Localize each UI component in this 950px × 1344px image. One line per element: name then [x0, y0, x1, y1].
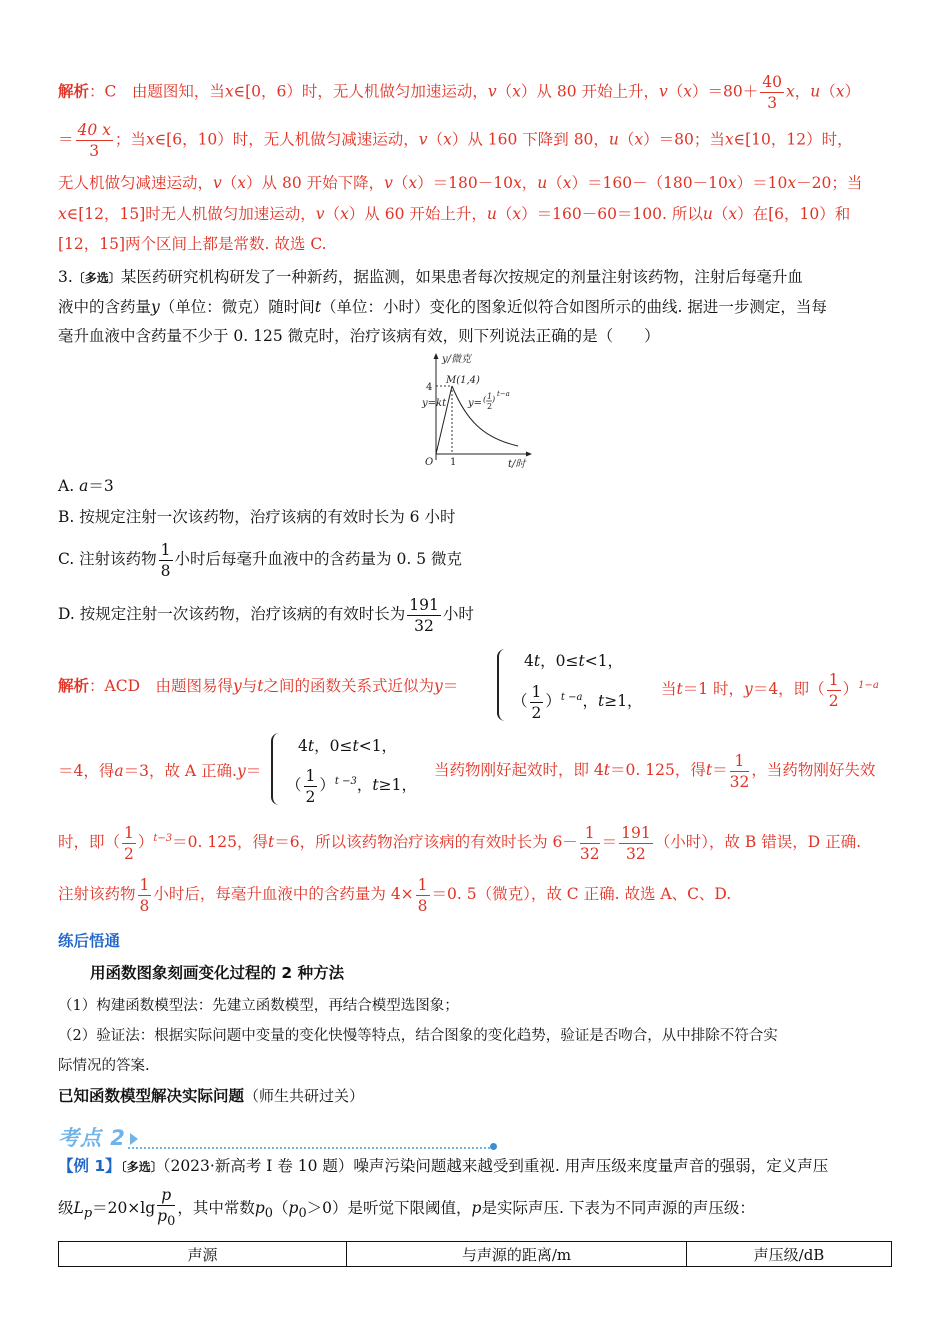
sound-source-table: [58, 1241, 892, 1267]
fraction: $\frac{1}{8}$: [417, 875, 428, 915]
x-axis-arrow: [526, 452, 532, 457]
fraction: $\frac{1}{2}$: [124, 823, 134, 863]
point-m-label: M(1,4): [446, 375, 480, 386]
topic-banner: [58, 1122, 138, 1152]
solution-3-line-2: ＝4，得a＝3，故 A 正确.y＝: [58, 762, 262, 780]
solution-label: 解析: [58, 677, 90, 695]
table-header-source: 声源: [59, 1242, 347, 1267]
concentration-graph: [408, 350, 543, 472]
solution-3-line-2b: 当药物刚好起效时，即 4t＝0. 125，得t＝ $\frac{1}{32}$ ，当药物刚好失效: [434, 751, 876, 791]
practice-point-1: （1）构建函数模型法：先建立函数模型，再结合模型选图象；: [58, 998, 459, 1014]
question-3-line-3: 毫升血液中含药量不少于 0. 125 微克时，治疗该病有效，则下列说法正确的是（ ）: [58, 327, 660, 345]
option-b[interactable]: B. 按规定注射一次该药物，治疗该病的有效时长为 6 小时: [58, 508, 456, 526]
question-3-line-2: 液中的含药量y（单位：微克）随时间t（单位：小时）变化的图象近似符合如图所示的曲线. 据进一步测定，当每: [58, 298, 827, 316]
x-axis-label: t/时: [508, 459, 526, 470]
section-heading: 已知函数模型解决实际问题（师生共研过关）: [58, 1087, 365, 1105]
linear-segment: [436, 386, 452, 454]
practice-subtitle: 用函数图象刻画变化过程的 2 种方法: [90, 964, 345, 982]
question-3-line-1: 3.〔多选〕某医药研究机构研发了一种新药，据监测，如果患者每次按规定的剂量注射该药物，注射后每毫升血: [58, 268, 803, 286]
fraction: $\frac{191}{32}$: [621, 823, 651, 863]
piecewise-2-row-1: 4t，0≤t<1，: [298, 737, 398, 755]
solution-3-line-3: 时，即（ $\frac{1}{2}$ ）$^{t-3}$＝0. 125，得t＝6，所以该药物治疗该病的有效时长为 6－ $\frac{1}{32}$ ＝ $\frac{191}{32}$ （小时），故 B 错误，D 正确.: [58, 823, 861, 863]
practice-heading: 练后悟通: [58, 932, 121, 950]
table-header-row: [59, 1242, 892, 1267]
piecewise-1-row-1: 4t，0≤t<1，: [524, 652, 624, 670]
table-header-level: 声压级/dB: [687, 1242, 892, 1267]
fraction: $\frac{1}{32}$: [579, 823, 600, 863]
solution-label: 解析: [58, 82, 90, 101]
solution-line-5: [12，15]两个区间上都是常数. 故选 C.: [58, 235, 327, 253]
fraction: $\frac{191}{32}$: [409, 595, 439, 635]
piecewise-1-row-2: （ $\frac{1}{2}$ ）$^{t -a}$，t≥1，: [512, 682, 643, 722]
practice-point-2: （2）验证法：根据实际问题中变量的变化快慢等特点，结合图象的变化趋势，验证是否吻合，从中排除不符合实: [58, 1028, 778, 1044]
y-axis-arrow: [434, 353, 439, 359]
exp-label: y=(1)t−a: [468, 390, 510, 409]
option-c[interactable]: C. 注射该药物 $\frac{1}{8}$ 小时后每毫升血液中的含药量为 0. 5 微克: [58, 540, 462, 580]
topic-label: 考点 2: [58, 1126, 126, 1150]
piecewise-brace-2: [271, 733, 279, 805]
solution-line-2: ＝ $\frac{40 x}{3}$ ；当x∈[6，10）时，无人机做匀减速运动，v（x）从 160 下降到 80，u（x）＝80；当x∈[10，12）时，: [58, 121, 853, 160]
solution-3-line-4: 注射该药物 $\frac{1}{8}$ 小时后，每毫升血液中的含药量为 4× $\frac{1}{8}$ ＝0. 5（微克），故 C 正确. 故选 A、C、D.: [58, 875, 732, 915]
practice-point-3: 际情况的答案.: [58, 1058, 150, 1074]
fraction: $\frac{40}{3}$: [762, 73, 782, 112]
fraction: $\frac{1}{32}$: [729, 751, 750, 791]
exp-den: 2: [487, 402, 493, 411]
piecewise-brace-1: [497, 649, 505, 721]
fraction: $\frac{1}{2}$: [828, 670, 839, 710]
tick-4: 4: [426, 382, 433, 393]
fraction: $\frac{1}{2}$: [305, 766, 316, 806]
piecewise-2-row-2: （ $\frac{1}{2}$ ）$^{t -3}$，t≥1，: [286, 766, 417, 806]
fraction: $\frac{1}{8}$: [160, 540, 171, 580]
linear-label: y=kt: [422, 398, 447, 409]
example-tag: 【例 1】: [58, 1157, 121, 1175]
table-header-distance: 与声源的距离/m: [347, 1242, 687, 1267]
fraction: $\frac{1}{2}$: [531, 682, 542, 722]
rule-end-dot: [490, 1143, 497, 1150]
fraction: $\frac{40 x}{3}$: [77, 121, 111, 160]
triangle-arrow-icon: [130, 1133, 138, 1145]
example-1-line-2: 级$L_p=20\times\lg$ $\frac{p}{p_0}$ ，其中常数$p_0(p_0>0)$是听觉下限阈值，p是实际声压. 下表为不同声源的声压级：: [58, 1185, 755, 1237]
solution-line-3: 无人机做匀减速运动，v（x）从 80 开始下降，v（x）＝180－10x，u（x）＝160－（180－10x）＝10x－20；当: [58, 174, 863, 192]
solution-3-line-1b: 当t＝1 时，y＝4，即（ $\frac{1}{2}$ ）$^{1-a}$: [661, 670, 879, 710]
solution-3-line-1: 解析：ACD 由题图易得y与t之间的函数关系式近似为y＝: [58, 677, 459, 695]
multi-choice-tag: 〔多选〕: [72, 271, 121, 285]
solution-line-4: x∈[12，15]时无人机做匀加速运动，v（x）从 60 开始上升，u（x）＝160－60＝100. 所以u（x）在[6，10）和: [58, 205, 851, 223]
option-a[interactable]: A. a＝3: [58, 477, 114, 495]
example-1-line-1: 【例 1】〔多选〕（2023·新高考 Ⅰ 卷 10 题）噪声污染问题越来越受到重视. 用声压级来度量声音的强弱，定义声压: [58, 1157, 829, 1175]
origin-label: O: [425, 457, 434, 468]
multi-choice-tag: 〔多选〕: [120, 1160, 163, 1174]
solution-line-1: 解析：C 由题图知，当x∈[0，6）时，无人机做匀加速运动，v（x）从 80 开始上升，v（x）＝80＋ $\frac{40}{3}$ x，u（x）: [58, 73, 861, 112]
tick-1: 1: [450, 457, 457, 468]
option-d[interactable]: D. 按规定注射一次该药物，治疗该病的有效时长为 $\frac{191}{32}$ 小时: [58, 595, 474, 635]
y-axis-label: y/微克: [442, 354, 472, 365]
fraction: $\frac{p}{p_0}$: [157, 1186, 176, 1230]
dotted-rule: [128, 1147, 494, 1149]
fraction: $\frac{1}{8}$: [139, 875, 150, 915]
